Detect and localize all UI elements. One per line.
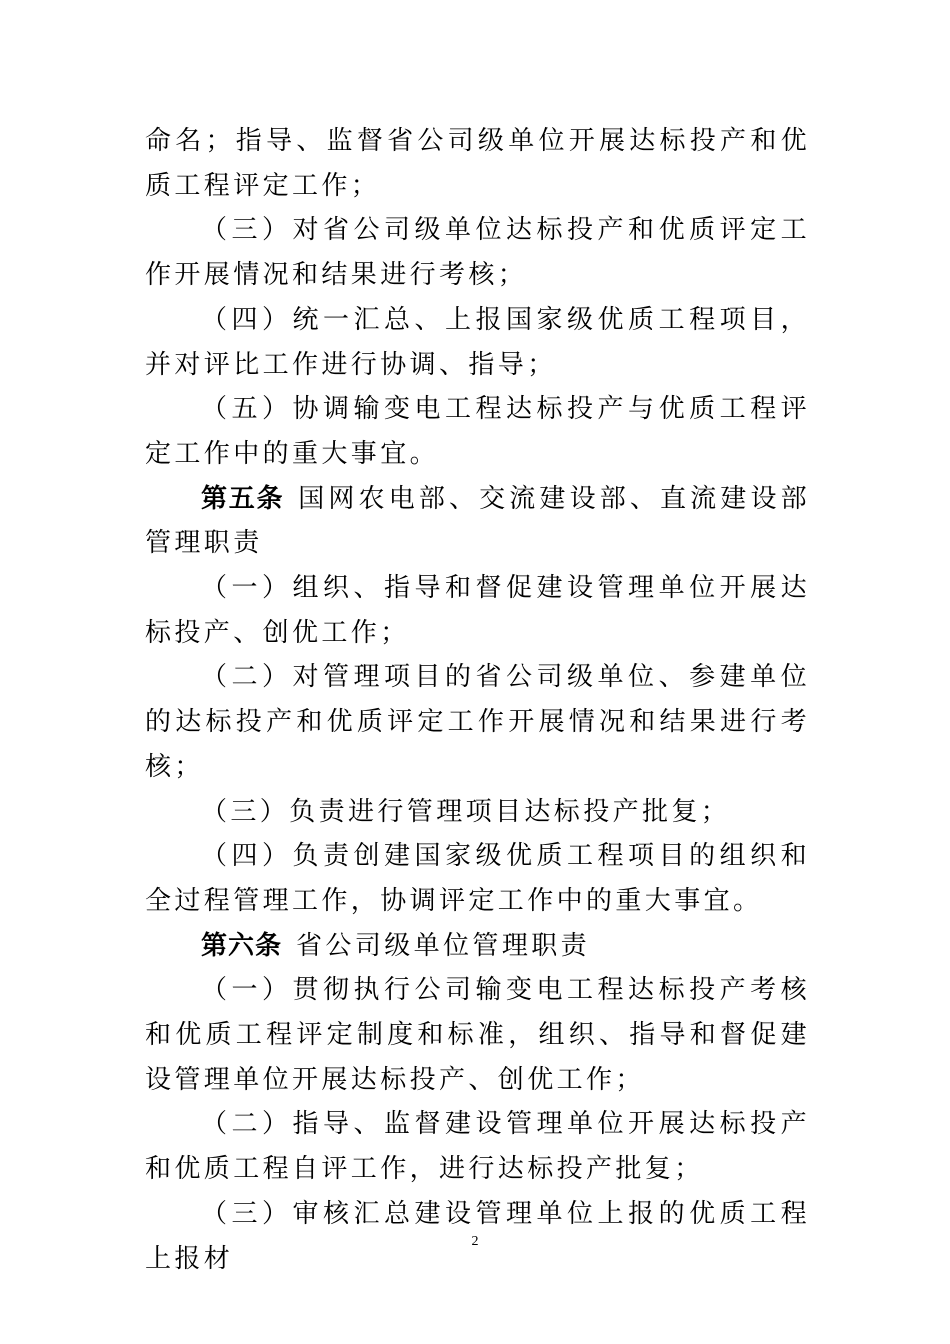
paragraph-text: （三）审核汇总建设管理单位上报的优质工程上报材 <box>145 1198 810 1274</box>
paragraph-text: （四）统一汇总、上报国家级优质工程项目，并对评比工作进行协调、指导； <box>145 304 810 380</box>
paragraph-text: （三）对省公司级单位达标投产和优质评定工作开展情况和结果进行考核； <box>145 215 810 291</box>
article-6 <box>145 924 810 969</box>
paragraph-item-2-supervise <box>145 1102 810 1191</box>
paragraph-item-2-assess <box>145 655 810 789</box>
paragraph-item-5-coordinate <box>145 387 810 476</box>
article-heading: 第六条 <box>201 930 283 961</box>
paragraph-text: （二）指导、监督建设管理单位开展达标投产和优质工程自评工作，进行达标投产批复； <box>145 1109 810 1185</box>
paragraph-text: 命名；指导、监督省公司级单位开展达标投产和优质工程评定工作； <box>145 126 810 201</box>
paragraph-text: （一）组织、指导和督促建设管理单位开展达标投产、创优工作； <box>145 573 810 648</box>
paragraph-item-1-implement <box>145 968 810 1102</box>
article-heading: 第五条 <box>201 483 285 514</box>
page-number: 2 <box>471 1234 479 1249</box>
paragraph-1 <box>145 119 810 208</box>
document-body <box>145 119 810 1281</box>
paragraph-item-3-approve <box>145 790 810 835</box>
paragraph-text: 省公司级单位管理职责 <box>296 930 591 961</box>
paragraph-text: （二）对管理项目的省公司级单位、参建单位的达标投产和优质评定工作开展情况和结果进行考核； <box>145 662 810 782</box>
paragraph-text: 国网农电部、交流建设部、直流建设部管理职责 <box>145 483 810 559</box>
paragraph-item-4-national <box>145 834 810 923</box>
paragraph-text: （三）负责进行管理项目达标投产批复； <box>201 796 731 827</box>
paragraph-item-3-assess <box>145 208 810 297</box>
article-5 <box>145 477 810 566</box>
paragraph-item-4-report <box>145 298 810 387</box>
paragraph-text: （五）协调输变电工程达标投产与优质工程评定工作中的重大事宜。 <box>145 394 810 469</box>
paragraph-text: （一）贯彻执行公司输变电工程达标投产考核和优质工程评定制度和标准，组织、指导和督促建设管理单位开展达标投产、创优工作； <box>145 975 810 1095</box>
paragraph-item-1-organize <box>145 566 810 655</box>
paragraph-text: （四）负责创建国家级优质工程项目的组织和全过程管理工作，协调评定工作中的重大事宜。 <box>145 841 810 916</box>
